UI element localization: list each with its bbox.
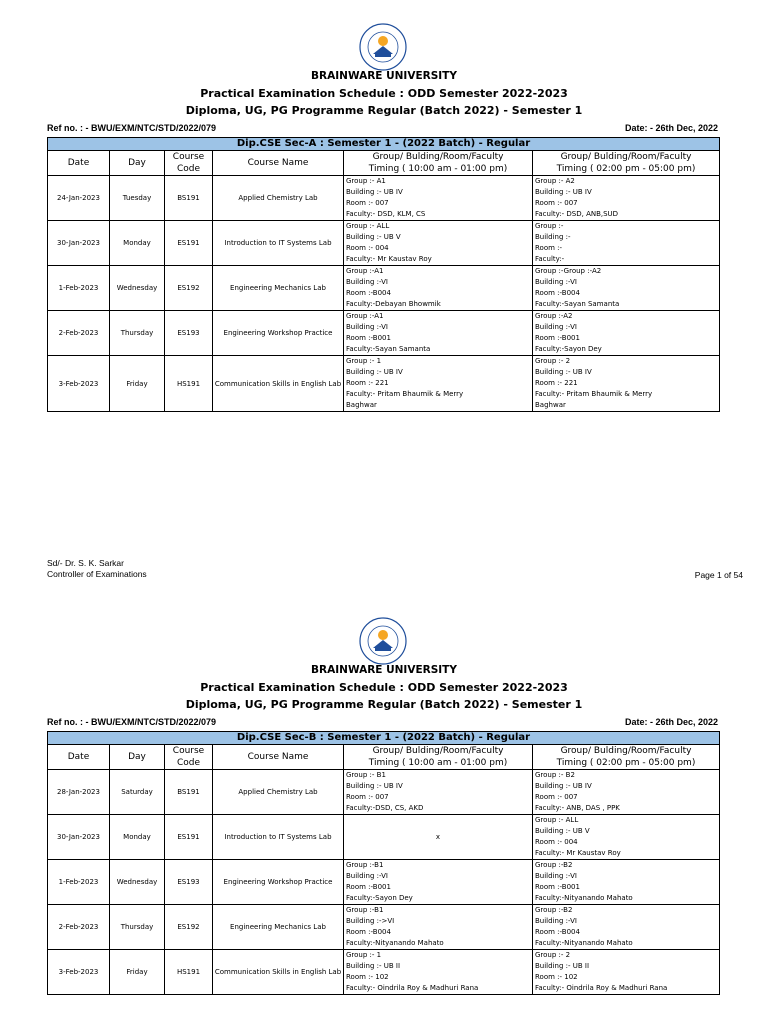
date-cell: 3-Feb-2023 bbox=[48, 356, 110, 412]
slot-detail-line: Building :- UB V bbox=[346, 233, 401, 241]
slot-detail-line: Room :- 221 bbox=[535, 379, 578, 387]
table-row bbox=[48, 950, 720, 995]
slot-detail-line: Baghwar bbox=[535, 401, 566, 409]
signatory-title: Controller of Examinations bbox=[47, 569, 147, 579]
course-name-cell: Engineering Mechanics Lab bbox=[213, 266, 344, 311]
day-cell: Thursday bbox=[110, 311, 165, 356]
slot-detail-line: Room :-B004 bbox=[346, 928, 391, 936]
date-cell: 30-Jan-2023 bbox=[48, 221, 110, 266]
page-number: Page 1 of 54 bbox=[694, 570, 743, 580]
slot-detail-line: Building :- UB II bbox=[535, 962, 590, 970]
slot-detail-line: Group :-A1 bbox=[346, 267, 384, 275]
slot-detail-line: Baghwar bbox=[346, 401, 377, 409]
slot-detail-line: Building :- UB IV bbox=[346, 368, 403, 376]
day-cell: Wednesday bbox=[110, 266, 165, 311]
slot-detail-line: Building :-VI bbox=[535, 323, 577, 331]
day-cell: Friday bbox=[110, 950, 165, 995]
course-code-cell: ES192 bbox=[165, 266, 213, 311]
table-row bbox=[48, 905, 720, 950]
header-course-name: Course Name bbox=[213, 745, 344, 770]
schedule-title: Practical Examination Schedule : ODD Semester 2022-2023 bbox=[200, 87, 568, 100]
university-logo-icon bbox=[353, 22, 413, 72]
table-row bbox=[48, 266, 720, 311]
header-morning-slot: Group/ Bulding/Room/Faculty Timing ( 10:00 am - 01:00 pm) bbox=[344, 745, 533, 770]
slot-detail-line: Building :-VI bbox=[535, 278, 577, 286]
slot-detail-line: Group :-A1 bbox=[346, 312, 384, 320]
course-code-cell: ES191 bbox=[165, 221, 213, 266]
slot-detail-line: Room :-B004 bbox=[535, 289, 580, 297]
course-code-cell: ES191 bbox=[165, 815, 213, 860]
date-cell: 1-Feb-2023 bbox=[48, 860, 110, 905]
table-row bbox=[48, 860, 720, 905]
slot-detail-line: Group :- 1 bbox=[346, 357, 382, 365]
slot-detail-line: Room :- 007 bbox=[535, 793, 578, 801]
slot-detail-line: Room :- 004 bbox=[535, 838, 578, 846]
afternoon-slot-cell bbox=[533, 266, 720, 311]
course-name-cell: Engineering Workshop Practice bbox=[213, 311, 344, 356]
slot-detail-line: Room :- 102 bbox=[346, 973, 389, 981]
slot-detail-line: Group :- 2 bbox=[535, 951, 571, 959]
slot-detail-line: Faculty:- bbox=[535, 255, 565, 263]
schedule-table bbox=[47, 731, 720, 995]
afternoon-slot-cell bbox=[533, 860, 720, 905]
course-name-cell: Engineering Mechanics Lab bbox=[213, 905, 344, 950]
slot-detail-line: Building :- UB IV bbox=[535, 188, 592, 196]
afternoon-slot-cell bbox=[533, 176, 720, 221]
slot-detail-line: Building :- UB V bbox=[535, 827, 590, 835]
morning-slot-cell bbox=[344, 860, 533, 905]
slot-detail-line: Group :- ALL bbox=[535, 816, 579, 824]
slot-detail-line: Room :- 004 bbox=[346, 244, 389, 252]
programme-line: Diploma, UG, PG Programme Regular (Batch 2022) - Semester 1 bbox=[185, 104, 583, 117]
slot-detail-line: Faculty:- Oindrila Roy & Madhuri Rana bbox=[535, 984, 668, 992]
afternoon-slot-cell bbox=[533, 815, 720, 860]
slot-detail-line: Group :- B2 bbox=[535, 771, 575, 779]
slot-detail-line: Room :- bbox=[535, 244, 563, 252]
day-cell: Thursday bbox=[110, 905, 165, 950]
morning-slot-cell bbox=[344, 356, 533, 412]
course-name-cell: Introduction to IT Systems Lab bbox=[213, 221, 344, 266]
slot-detail-line: Group :- ALL bbox=[346, 222, 390, 230]
afternoon-slot-cell bbox=[533, 770, 720, 815]
slot-detail-line: Room :- 007 bbox=[346, 793, 389, 801]
slot-detail-line: Group :- A2 bbox=[535, 177, 575, 185]
slot-detail-line: Building :- UB IV bbox=[535, 368, 592, 376]
university-name: BRAINWARE UNIVERSITY bbox=[311, 664, 457, 676]
slot-detail-line: Building :- UB IV bbox=[346, 188, 403, 196]
slot-detail-line: Room :-B004 bbox=[535, 928, 580, 936]
morning-slot-cell bbox=[344, 905, 533, 950]
table-row bbox=[48, 770, 720, 815]
slot-detail-line: Faculty:-Debayan Bhowmik bbox=[346, 300, 441, 308]
date-cell: 28-Jan-2023 bbox=[48, 770, 110, 815]
slot-detail-line: Group :-B2 bbox=[535, 906, 573, 914]
course-name-cell: Communication Skills in English Lab bbox=[213, 950, 344, 995]
slot-detail-line: Faculty:- ANB, DAS , PPK bbox=[535, 804, 620, 812]
slot-detail-line: Room :- 221 bbox=[346, 379, 389, 387]
table-row bbox=[48, 221, 720, 266]
afternoon-slot-cell bbox=[533, 311, 720, 356]
course-name-cell: Introduction to IT Systems Lab bbox=[213, 815, 344, 860]
day-cell: Monday bbox=[110, 221, 165, 266]
header-morning-slot: Group/ Bulding/Room/Faculty Timing ( 10:00 am - 01:00 pm) bbox=[344, 151, 533, 176]
day-cell: Saturday bbox=[110, 770, 165, 815]
slot-detail-line: Faculty:-Nityanando Mahato bbox=[346, 939, 444, 947]
slot-detail-line: Group :-A2 bbox=[535, 312, 573, 320]
table-row bbox=[48, 356, 720, 412]
programme-line: Diploma, UG, PG Programme Regular (Batch 2022) - Semester 1 bbox=[185, 698, 583, 711]
course-code-cell: HS191 bbox=[165, 950, 213, 995]
course-name-cell: Communication Skills in English Lab bbox=[213, 356, 344, 412]
slot-detail-line: Faculty:- Oindrila Roy & Madhuri Rana bbox=[346, 984, 479, 992]
slot-detail-line: Faculty:-Sayan Samanta bbox=[535, 300, 620, 308]
slot-detail-line: Group :-Group :-A2 bbox=[535, 267, 602, 275]
slot-detail-line: Group :- 1 bbox=[346, 951, 382, 959]
morning-slot-cell bbox=[344, 266, 533, 311]
slot-detail-line: Room :-B001 bbox=[346, 334, 391, 342]
date-cell: 24-Jan-2023 bbox=[48, 176, 110, 221]
slot-detail-line: Faculty:- Pritam Bhaumik & Merry bbox=[535, 390, 653, 398]
schedule-table bbox=[47, 137, 720, 412]
slot-detail-line: Faculty:-DSD, CS, AKD bbox=[346, 804, 424, 812]
section-title: Dip.CSE Sec-B : Semester 1 - (2022 Batch) - Regular bbox=[48, 732, 720, 745]
reference-number: Ref no. : - BWU/EXM/NTC/STD/2022/079 bbox=[47, 717, 217, 727]
slot-detail-line: Faculty:-Sayon Dey bbox=[535, 345, 602, 353]
issue-date: Date: - 26th Dec, 2022 bbox=[624, 123, 718, 133]
university-name: BRAINWARE UNIVERSITY bbox=[311, 70, 457, 82]
schedule-rows bbox=[48, 770, 720, 995]
reference-number: Ref no. : - BWU/EXM/NTC/STD/2022/079 bbox=[47, 123, 217, 133]
header-course-name: Course Name bbox=[213, 151, 344, 176]
schedule-title: Practical Examination Schedule : ODD Semester 2022-2023 bbox=[200, 681, 568, 694]
slot-detail-line: Room :- 102 bbox=[535, 973, 578, 981]
slot-detail-line: Faculty:-Nityanando Mahato bbox=[535, 939, 633, 947]
header-date: Date bbox=[48, 151, 110, 176]
slot-detail-line: Group :-B1 bbox=[346, 906, 384, 914]
slot-detail-line: Room :-B001 bbox=[535, 334, 580, 342]
slot-detail-line: Building :-VI bbox=[346, 872, 388, 880]
slot-detail-line: Building :- UB IV bbox=[346, 782, 403, 790]
header-day: Day bbox=[110, 745, 165, 770]
slot-detail-line: Group :- bbox=[535, 222, 564, 230]
header-course-code: Course Code bbox=[165, 151, 213, 176]
course-code-cell: ES193 bbox=[165, 311, 213, 356]
afternoon-slot-cell bbox=[533, 221, 720, 266]
course-code-cell: BS191 bbox=[165, 176, 213, 221]
morning-slot-cell bbox=[344, 950, 533, 995]
course-name-cell: Applied Chemistry Lab bbox=[213, 770, 344, 815]
slot-detail-line: Faculty:- Mr Kaustav Roy bbox=[346, 255, 432, 263]
slot-detail-line: Faculty:-Sayon Dey bbox=[346, 894, 413, 902]
schedule-rows bbox=[48, 176, 720, 412]
slot-detail-line: Group :-B2 bbox=[535, 861, 573, 869]
slot-detail-line: Room :- 007 bbox=[535, 199, 578, 207]
day-cell: Tuesday bbox=[110, 176, 165, 221]
header-afternoon-slot: Group/ Bulding/Room/Faculty Timing ( 02:00 pm - 05:00 pm) bbox=[533, 745, 720, 770]
slot-detail-line: Building :- UB II bbox=[346, 962, 401, 970]
page-2 bbox=[0, 594, 768, 1024]
slot-detail-line: Faculty:- Pritam Bhaumik & Merry bbox=[346, 390, 464, 398]
slot-detail-line: Faculty:-Sayan Samanta bbox=[346, 345, 431, 353]
date-cell: 2-Feb-2023 bbox=[48, 905, 110, 950]
slot-detail-line: Group :-B1 bbox=[346, 861, 384, 869]
morning-slot-cell bbox=[344, 770, 533, 815]
table-row bbox=[48, 815, 720, 860]
course-name-cell: Applied Chemistry Lab bbox=[213, 176, 344, 221]
day-cell: Friday bbox=[110, 356, 165, 412]
slot-detail-line: Building :->VI bbox=[346, 917, 395, 925]
slot-detail-line: Building :-VI bbox=[535, 917, 577, 925]
morning-slot-cell bbox=[344, 176, 533, 221]
issue-date: Date: - 26th Dec, 2022 bbox=[624, 717, 718, 727]
slot-detail-line: Faculty:- DSD, KLM, CS bbox=[346, 210, 426, 218]
header-day: Day bbox=[110, 151, 165, 176]
slot-detail-line: Group :- B1 bbox=[346, 771, 386, 779]
section-title: Dip.CSE Sec-A : Semester 1 - (2022 Batch) - Regular bbox=[48, 138, 720, 151]
university-logo-icon bbox=[353, 616, 413, 666]
morning-slot-cell bbox=[344, 311, 533, 356]
slot-detail-line: Building :-VI bbox=[346, 323, 388, 331]
slot-detail-line: Room :-B001 bbox=[346, 883, 391, 891]
course-code-cell: ES193 bbox=[165, 860, 213, 905]
slot-detail-line: Building :-VI bbox=[346, 278, 388, 286]
course-code-cell: ES192 bbox=[165, 905, 213, 950]
signature-block bbox=[47, 558, 147, 580]
afternoon-slot-cell bbox=[533, 950, 720, 995]
table-row bbox=[48, 176, 720, 221]
header-course-code: Course Code bbox=[165, 745, 213, 770]
slot-detail-line: Group :- A1 bbox=[346, 177, 386, 185]
slot-detail-line: Building :- bbox=[535, 233, 571, 241]
day-cell: Monday bbox=[110, 815, 165, 860]
slot-detail-line: Room :-B001 bbox=[535, 883, 580, 891]
morning-slot-cell: x bbox=[344, 815, 533, 860]
slot-detail-line: Faculty:- Mr Kaustav Roy bbox=[535, 849, 621, 857]
afternoon-slot-cell bbox=[533, 905, 720, 950]
morning-slot-cell bbox=[344, 221, 533, 266]
course-code-cell: BS191 bbox=[165, 770, 213, 815]
date-cell: 1-Feb-2023 bbox=[48, 266, 110, 311]
afternoon-slot-cell bbox=[533, 356, 720, 412]
date-cell: 30-Jan-2023 bbox=[48, 815, 110, 860]
table-row bbox=[48, 311, 720, 356]
slot-detail-line: Faculty:- DSD, ANB,SUD bbox=[535, 210, 619, 218]
date-cell: 3-Feb-2023 bbox=[48, 950, 110, 995]
slot-detail-line: Room :- 007 bbox=[346, 199, 389, 207]
slot-detail-line: Building :-VI bbox=[535, 872, 577, 880]
slot-detail-line: Group :- 2 bbox=[535, 357, 571, 365]
day-cell: Wednesday bbox=[110, 860, 165, 905]
course-code-cell: HS191 bbox=[165, 356, 213, 412]
slot-detail-line: Room :-B004 bbox=[346, 289, 391, 297]
header-date: Date bbox=[48, 745, 110, 770]
slot-detail-line: Faculty:-Nityanando Mahato bbox=[535, 894, 633, 902]
date-cell: 2-Feb-2023 bbox=[48, 311, 110, 356]
header-afternoon-slot: Group/ Bulding/Room/Faculty Timing ( 02:00 pm - 05:00 pm) bbox=[533, 151, 720, 176]
course-name-cell: Engineering Workshop Practice bbox=[213, 860, 344, 905]
signature: Sd/- Dr. S. K. Sarkar bbox=[47, 558, 124, 568]
slot-detail-line: Building :- UB IV bbox=[535, 782, 592, 790]
